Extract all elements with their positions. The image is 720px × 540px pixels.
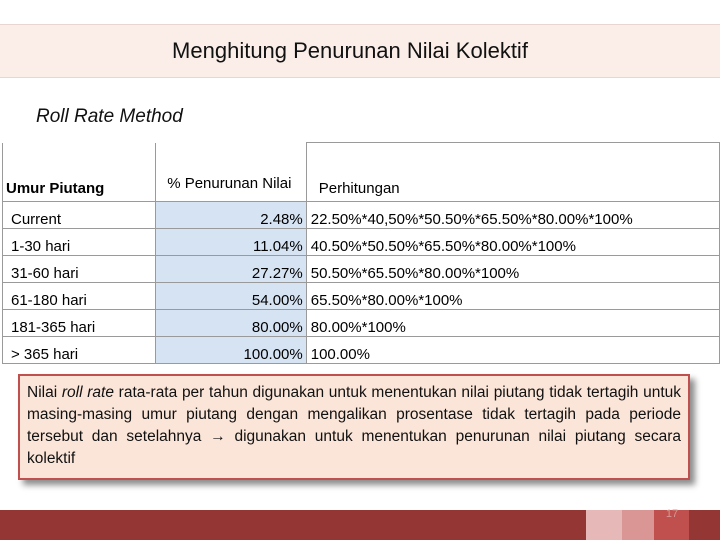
header-perhitungan <box>306 143 719 202</box>
note-text-middle: rata-rata per tahun digunakan untuk menentukan nilai piutang tidak tertagih untuk masing-masing umur piutang dengan mengalikan prosentase tidak tertagih pada periode tersebut dan setelahnya <box>27 384 682 445</box>
table-row <box>3 202 720 229</box>
cell-umur: 31-60 hari <box>3 256 156 283</box>
cell-penurunan: 27.27% <box>155 256 306 283</box>
table-header-row <box>3 143 720 202</box>
cell-perhitungan: 22.50%*40,50%*50.50%*65.50%*80.00%*100% <box>306 202 719 229</box>
header-umur-piutang: Umur Piutang <box>3 143 156 202</box>
cell-umur: 61-180 hari <box>3 283 156 310</box>
cell-perhitungan: 65.50%*80.00%*100% <box>306 283 719 310</box>
header-perhitungan-label: Perhitungan <box>318 180 400 197</box>
footer-decor-square <box>586 510 622 540</box>
page-number: 17 <box>665 508 679 520</box>
footer-decor-square <box>689 510 720 540</box>
cell-umur: > 365 hari <box>3 337 156 364</box>
title-bar <box>0 24 720 78</box>
note-text-start: Nilai <box>27 384 62 401</box>
cell-umur: Current <box>3 202 156 229</box>
cell-umur: 1-30 hari <box>3 229 156 256</box>
table-row <box>3 283 720 310</box>
roll-rate-table <box>2 142 720 364</box>
cell-penurunan: 100.00% <box>155 337 306 364</box>
cell-penurunan: 11.04% <box>155 229 306 256</box>
cell-perhitungan: 80.00%*100% <box>306 310 719 337</box>
section-subtitle: Roll Rate Method <box>36 106 183 127</box>
table-row <box>3 256 720 283</box>
note-roll-rate-term: roll rate <box>61 384 114 401</box>
cell-umur: 181-365 hari <box>3 310 156 337</box>
table-row <box>3 310 720 337</box>
arrow-right-icon: → <box>210 428 226 445</box>
cell-penurunan: 2.48% <box>155 202 306 229</box>
cell-perhitungan: 50.50%*65.50%*80.00%*100% <box>306 256 719 283</box>
page-title: Menghitung Penurunan Nilai Kolektif <box>172 38 528 63</box>
note-text-end: digunakan untuk menentukan penurunan nilai piutang secara kolektif <box>27 428 681 467</box>
cell-perhitungan: 40.50%*50.50%*65.50%*80.00%*100% <box>306 229 719 256</box>
footer-decor-square <box>622 510 654 540</box>
cell-penurunan: 54.00% <box>155 283 306 310</box>
table-row <box>3 337 720 364</box>
cell-penurunan: 80.00% <box>155 310 306 337</box>
cell-perhitungan: 100.00% <box>306 337 719 364</box>
explanation-note <box>18 374 690 480</box>
table-row <box>3 229 720 256</box>
header-penurunan-nilai: % Penurunan Nilai <box>155 143 306 202</box>
